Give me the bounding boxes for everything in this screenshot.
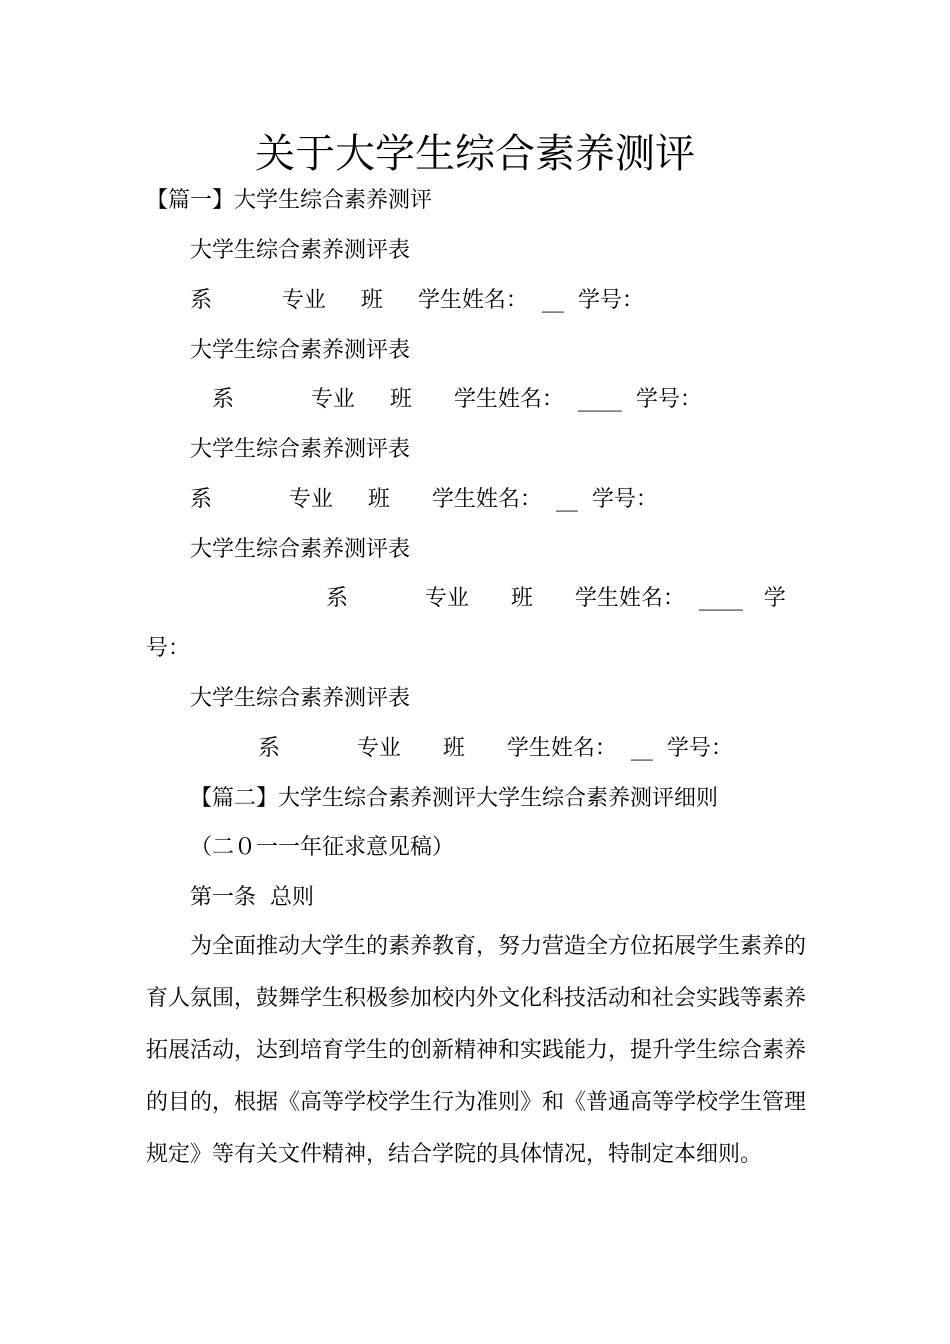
form-title-1: 大学生综合素养测评表 xyxy=(190,238,411,263)
page-title: 关于大学生综合素养测评 xyxy=(255,131,695,177)
form-title-5: 大学生综合素养测评表 xyxy=(190,686,411,711)
form-title-3: 大学生综合素养测评表 xyxy=(190,437,411,462)
form-row-1: 系 专业 班 学生姓名： __ 学号： xyxy=(190,288,644,313)
part1-heading: 【篇一】大学生综合素养测评 xyxy=(146,188,433,213)
form-row-5: 系 专业 班 学生姓名： __ 学号： xyxy=(258,736,733,761)
form-row-2: 系 专业 班 学生姓名： ____ 学号： xyxy=(212,387,702,412)
form-row-4: 系 专业 班 学生姓名： ____ 学 xyxy=(326,586,786,611)
article1-heading: 第一条 总则 xyxy=(190,885,314,910)
draft-note: （二０一一年征求意见稿） xyxy=(190,835,455,860)
article1-body: 为全面推动大学生的素养教育，努力营造全方位拓展学生素养的育人氛围，鼓舞学生积极参加校内外文化科技活动和社会实践等素养拓展活动，达到培育学生的创新精神和实践能力，提升学生综合素养的目的，根据《高等学校学生行为准则》和《普通高等学校学生管理规定》等有关文件精神，结合学院的具体情况，特制定本细则。 xyxy=(146,934,807,1167)
form-row-3: 系 专业 班 学生姓名： __ 学号： xyxy=(190,487,658,512)
form-title-2: 大学生综合素养测评表 xyxy=(190,338,411,363)
form-title-4: 大学生综合素养测评表 xyxy=(190,537,411,562)
part2-heading: 【篇二】大学生综合素养测评大学生综合素养测评细则 xyxy=(190,786,719,811)
form-row-4-continued: 号： xyxy=(146,636,191,661)
